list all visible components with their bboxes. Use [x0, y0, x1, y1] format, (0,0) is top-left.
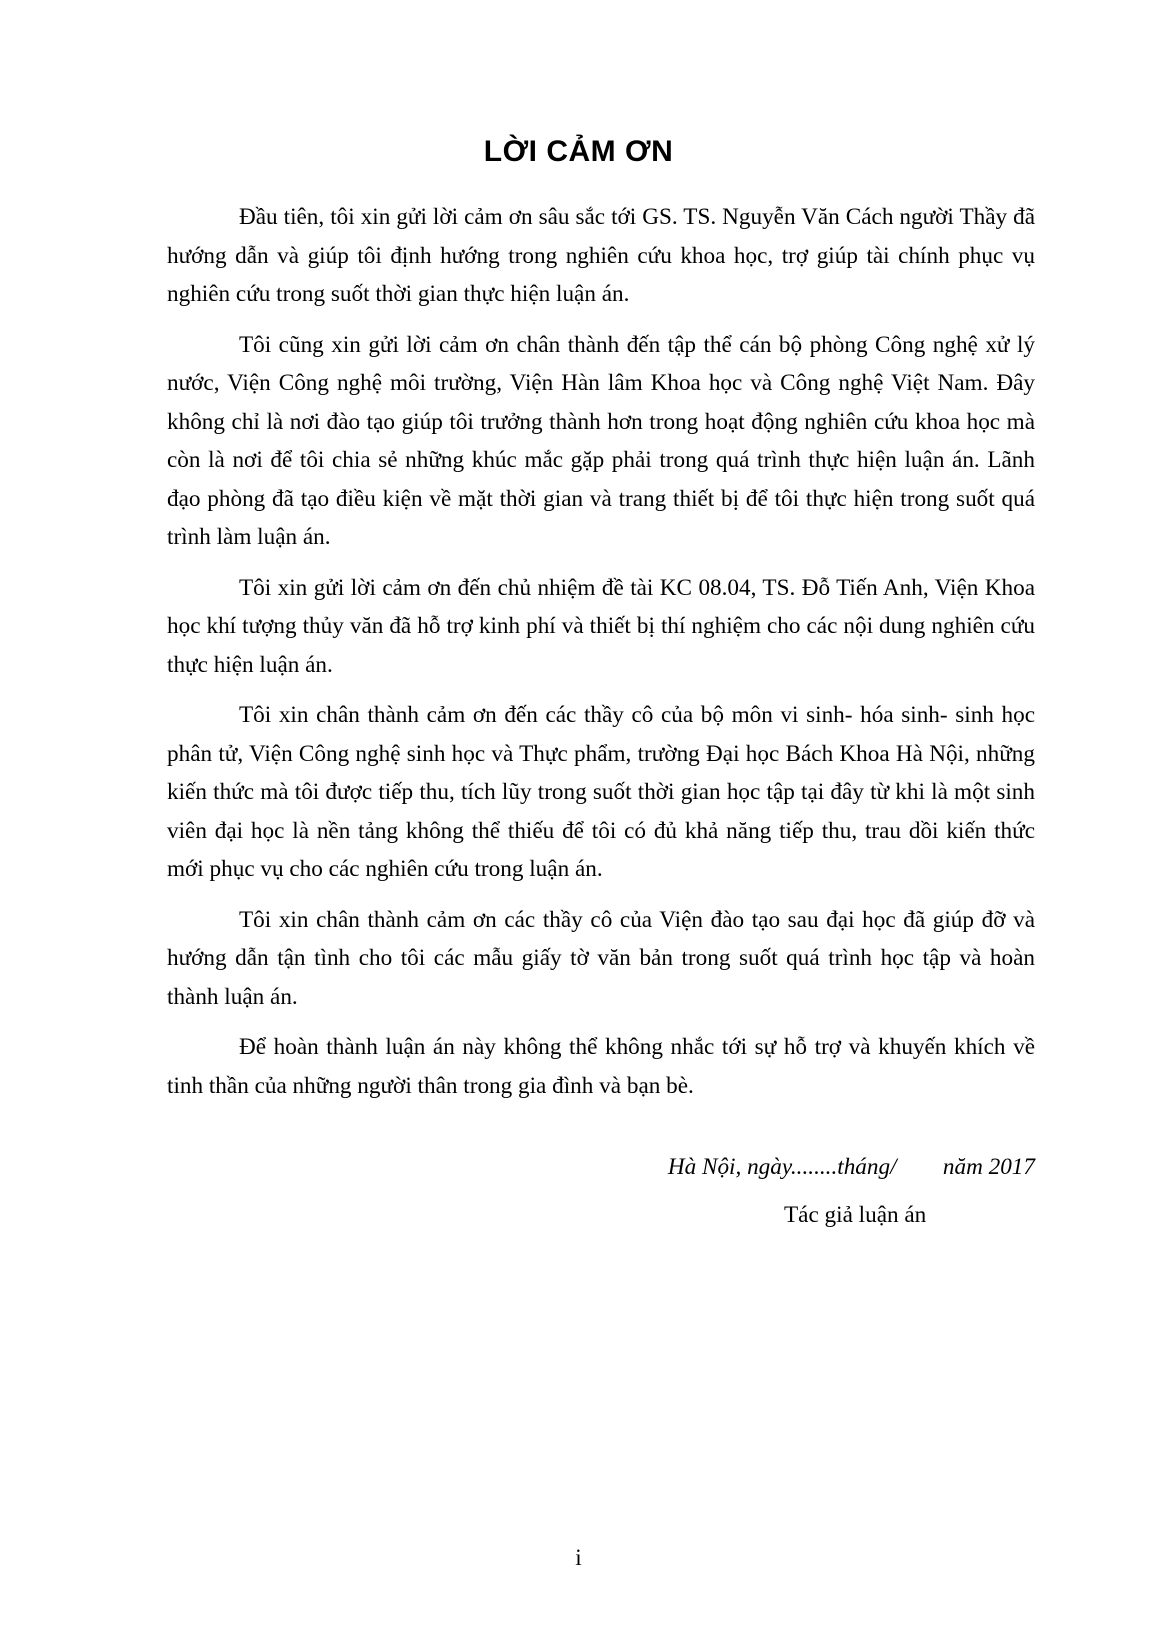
- page-number: i: [575, 1545, 582, 1571]
- paragraph-5: Tôi xin chân thành cảm ơn các thầy cô của Viện đào tạo sau đại học đã giúp đỡ và hướng dẫn tận tình cho tôi các mẫu giấy tờ văn bản trong suốt quá trình học tập và hoàn thành luận án.: [167, 906, 1035, 1010]
- acknowledgement-body: [167, 198, 1035, 1117]
- page-title: LỜI CẢM ƠN: [483, 135, 674, 168]
- paragraph-3: Tôi xin gửi lời cảm ơn đến chủ nhiệm đề tài KC 08.04, TS. Đỗ Tiến Anh, Viện Khoa học khí tượng thủy văn đã hỗ trợ kinh phí và thiết bị thí nghiệm cho các nội dung nghiên cứu thực hiện luận án.: [167, 574, 1035, 678]
- paragraph-4: Tôi xin chân thành cảm ơn đến các thầy cô của bộ môn vi sinh- hóa sinh- sinh học phân tử, Viện Công nghệ sinh học và Thực phẩm, trường Đại học Bách Khoa Hà Nội, những kiến thức mà tôi được tiếp thu, tích lũy trong suốt thời gian học tập tại đây từ khi là một sinh viên đại học là nền tảng không thể thiếu để tôi có đủ khả năng tiếp thu, trau dồi kiến thức mới phục vụ cho các nghiên cứu trong luận án.: [167, 702, 1035, 882]
- paragraph-6: Để hoàn thành luận án này không thể không nhắc tới sự hỗ trợ và khuyến khích về tinh thần của những người thân trong gia đình và bạn bè.: [167, 1034, 1035, 1099]
- paragraph-2: Tôi cũng xin gửi lời cảm ơn chân thành đến tập thể cán bộ phòng Công nghệ xử lý nước, Viện Công nghệ môi trường, Viện Hàn lâm Khoa học và Công nghệ Việt Nam. Đây không chỉ là nơi đào tạo giúp tôi trưởng thành hơn trong hoạt động nghiên cứu khoa học mà còn là nơi để tôi chia sẻ những khúc mắc gặp phải trong quá trình thực hiện luận án. Lãnh đạo phòng đã tạo điều kiện về mặt thời gian và trang thiết bị để tôi thực hiện trong suốt quá trình làm luận án.: [167, 331, 1035, 550]
- signature-author: Tác giả luận án: [784, 1202, 927, 1228]
- signature-place-date: Hà Nội, ngày........tháng/ năm 2017: [667, 1154, 1035, 1180]
- paragraph-1: Đầu tiên, tôi xin gửi lời cảm ơn sâu sắc tới GS. TS. Nguyễn Văn Cách người Thầy đã hướng dẫn và giúp tôi định hướng trong nghiên cứu khoa học, trợ giúp tài chính phục vụ nghiên cứu trong suốt thời gian thực hiện luận án.: [167, 204, 1035, 307]
